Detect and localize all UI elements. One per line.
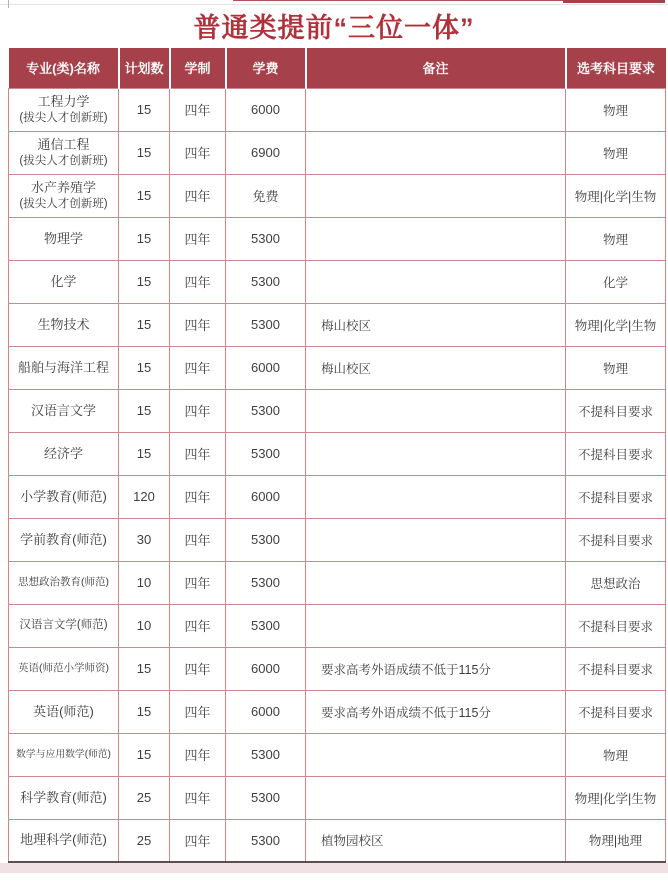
tuition-cell: 5300 [226, 518, 306, 561]
remark-cell: 要求高考外语成绩不低于115分 [306, 647, 566, 690]
major-name-line: 船舶与海洋工程 [17, 359, 109, 375]
admission-plan-table [8, 48, 666, 863]
plan-count-cell: 15 [119, 647, 170, 690]
remark-cell: 梅山校区 [306, 346, 566, 389]
tuition-cell: 6000 [226, 475, 306, 518]
remark-cell [306, 733, 566, 776]
plan-count-cell: 25 [119, 776, 170, 819]
plan-count-cell: 25 [119, 819, 170, 862]
major-name-line: 生物技术 [37, 316, 90, 332]
major-name-line: 地理科学(师范) [20, 832, 107, 848]
major-name-line: 经济学 [43, 445, 83, 461]
duration-cell: 四年 [170, 174, 226, 217]
table-row [9, 604, 666, 647]
major-name-line: 学前教育(师范) [20, 531, 107, 547]
major-name-line: 水产养殖学 [30, 179, 96, 195]
plan-count-cell: 15 [119, 346, 170, 389]
major-name-line: (拔尖人才创新班) [19, 197, 108, 210]
table-row [9, 88, 666, 131]
duration-cell: 四年 [170, 260, 226, 303]
major-name-line: 科学教育(师范) [20, 789, 107, 805]
remark-cell [306, 217, 566, 260]
table-row [9, 217, 666, 260]
major-name-cell [9, 260, 119, 303]
table-row [9, 776, 666, 819]
remnant-red-line [233, 0, 563, 1]
column-header: 选考科目要求 [566, 48, 666, 88]
duration-cell: 四年 [170, 131, 226, 174]
column-header: 专业(类)名称 [9, 48, 119, 88]
plan-count-cell: 120 [119, 475, 170, 518]
table-row [9, 432, 666, 475]
duration-cell: 四年 [170, 604, 226, 647]
page-title: 普通类提前“三位一体” [193, 13, 475, 43]
major-name-line: (拔尖人才创新班) [19, 111, 108, 124]
subjects-cell: 物理|化学|生物 [566, 303, 666, 346]
duration-cell: 四年 [170, 690, 226, 733]
tuition-cell: 5300 [226, 561, 306, 604]
tuition-cell: 6000 [226, 88, 306, 131]
table-header-row [9, 48, 666, 88]
table-row [9, 475, 666, 518]
major-name-line: 工程力学 [37, 93, 90, 109]
plan-count-cell: 10 [119, 561, 170, 604]
table-row [9, 346, 666, 389]
major-name-line: 英语(师范) [33, 703, 94, 719]
duration-cell: 四年 [170, 776, 226, 819]
major-name-cell [9, 733, 119, 776]
remark-cell [306, 475, 566, 518]
duration-cell: 四年 [170, 561, 226, 604]
major-name-line: 汉语言文学 [30, 402, 96, 418]
major-name-line: 汉语言文学(师范) [19, 618, 108, 631]
table-row [9, 389, 666, 432]
table-row [9, 733, 666, 776]
plan-count-cell: 15 [119, 733, 170, 776]
remark-cell [306, 88, 566, 131]
tuition-cell: 5300 [226, 260, 306, 303]
tuition-cell: 5300 [226, 733, 306, 776]
subjects-cell: 化学 [566, 260, 666, 303]
tuition-cell: 5300 [226, 389, 306, 432]
duration-cell: 四年 [170, 518, 226, 561]
major-name-cell [9, 819, 119, 862]
remark-cell [306, 518, 566, 561]
table-row [9, 690, 666, 733]
remnant-gray-line [0, 4, 668, 5]
tuition-cell: 6000 [226, 690, 306, 733]
table-row [9, 647, 666, 690]
major-name-cell [9, 131, 119, 174]
previous-table-remnant [0, 0, 668, 8]
plan-count-cell: 15 [119, 131, 170, 174]
major-name-line: (拔尖人才创新班) [19, 154, 108, 167]
plan-count-cell: 15 [119, 389, 170, 432]
major-name-cell [9, 647, 119, 690]
subjects-cell: 物理 [566, 88, 666, 131]
table-row [9, 518, 666, 561]
duration-cell: 四年 [170, 432, 226, 475]
major-name-line: 思想政治教育(师范) [18, 576, 109, 589]
major-name-cell [9, 475, 119, 518]
major-name-line: 化学 [50, 273, 77, 289]
major-name-cell [9, 217, 119, 260]
subjects-cell: 物理 [566, 217, 666, 260]
duration-cell: 四年 [170, 88, 226, 131]
plan-count-cell: 15 [119, 88, 170, 131]
tuition-cell: 5300 [226, 432, 306, 475]
tuition-cell: 5300 [226, 604, 306, 647]
major-name-cell [9, 346, 119, 389]
tuition-cell: 5300 [226, 303, 306, 346]
remark-cell [306, 389, 566, 432]
plan-count-cell: 15 [119, 217, 170, 260]
major-name-cell [9, 389, 119, 432]
table-row [9, 131, 666, 174]
tuition-cell: 5300 [226, 819, 306, 862]
column-header: 备注 [306, 48, 566, 88]
subjects-cell: 不提科目要求 [566, 647, 666, 690]
plan-count-cell: 15 [119, 260, 170, 303]
duration-cell: 四年 [170, 819, 226, 862]
major-name-cell [9, 88, 119, 131]
major-name-cell [9, 303, 119, 346]
duration-cell: 四年 [170, 647, 226, 690]
major-name-cell [9, 776, 119, 819]
column-header: 学费 [226, 48, 306, 88]
duration-cell: 四年 [170, 303, 226, 346]
duration-cell: 四年 [170, 217, 226, 260]
tuition-cell: 免费 [226, 174, 306, 217]
remnant-red-block [563, 0, 665, 3]
tuition-cell: 6000 [226, 346, 306, 389]
remark-cell [306, 561, 566, 604]
table-row [9, 260, 666, 303]
plan-count-cell: 15 [119, 432, 170, 475]
column-header: 计划数 [119, 48, 170, 88]
major-name-line: 物理学 [43, 230, 83, 246]
subjects-cell: 不提科目要求 [566, 432, 666, 475]
subjects-cell: 物理|化学|生物 [566, 174, 666, 217]
remark-cell [306, 776, 566, 819]
plan-count-cell: 15 [119, 303, 170, 346]
table-row [9, 819, 666, 862]
major-name-line: 通信工程 [37, 136, 90, 152]
plan-count-cell: 15 [119, 174, 170, 217]
duration-cell: 四年 [170, 733, 226, 776]
duration-cell: 四年 [170, 346, 226, 389]
subjects-cell: 不提科目要求 [566, 690, 666, 733]
duration-cell: 四年 [170, 389, 226, 432]
tuition-cell: 6000 [226, 647, 306, 690]
major-name-cell [9, 604, 119, 647]
table-row [9, 303, 666, 346]
plan-count-cell: 15 [119, 690, 170, 733]
column-header: 学制 [170, 48, 226, 88]
subjects-cell: 不提科目要求 [566, 475, 666, 518]
subjects-cell: 不提科目要求 [566, 389, 666, 432]
major-name-cell [9, 432, 119, 475]
subjects-cell: 物理 [566, 346, 666, 389]
tuition-cell: 5300 [226, 217, 306, 260]
subjects-cell: 物理|化学|生物 [566, 776, 666, 819]
remark-cell [306, 131, 566, 174]
remark-cell [306, 174, 566, 217]
tuition-cell: 5300 [226, 776, 306, 819]
remark-cell [306, 604, 566, 647]
subjects-cell: 思想政治 [566, 561, 666, 604]
remark-cell [306, 260, 566, 303]
plan-count-cell: 30 [119, 518, 170, 561]
table-row [9, 174, 666, 217]
subjects-cell: 不提科目要求 [566, 604, 666, 647]
major-name-cell [9, 561, 119, 604]
bottom-margin-strip [0, 863, 668, 873]
major-name-cell [9, 174, 119, 217]
remark-cell: 梅山校区 [306, 303, 566, 346]
subjects-cell: 不提科目要求 [566, 518, 666, 561]
major-name-line: 英语(师范小学师资) [18, 662, 109, 675]
remark-cell: 植物园校区 [306, 819, 566, 862]
remark-cell [306, 432, 566, 475]
subjects-cell: 物理|地理 [566, 819, 666, 862]
subjects-cell: 物理 [566, 733, 666, 776]
remark-cell: 要求高考外语成绩不低于115分 [306, 690, 566, 733]
table-row [9, 561, 666, 604]
remnant-left-border [8, 0, 9, 8]
duration-cell: 四年 [170, 475, 226, 518]
major-name-cell [9, 518, 119, 561]
major-name-line: 小学教育(师范) [20, 488, 107, 504]
subjects-cell: 物理 [566, 131, 666, 174]
tuition-cell: 6900 [226, 131, 306, 174]
major-name-line: 数学与应用数学(师范) [16, 748, 111, 760]
major-name-cell [9, 690, 119, 733]
plan-count-cell: 10 [119, 604, 170, 647]
